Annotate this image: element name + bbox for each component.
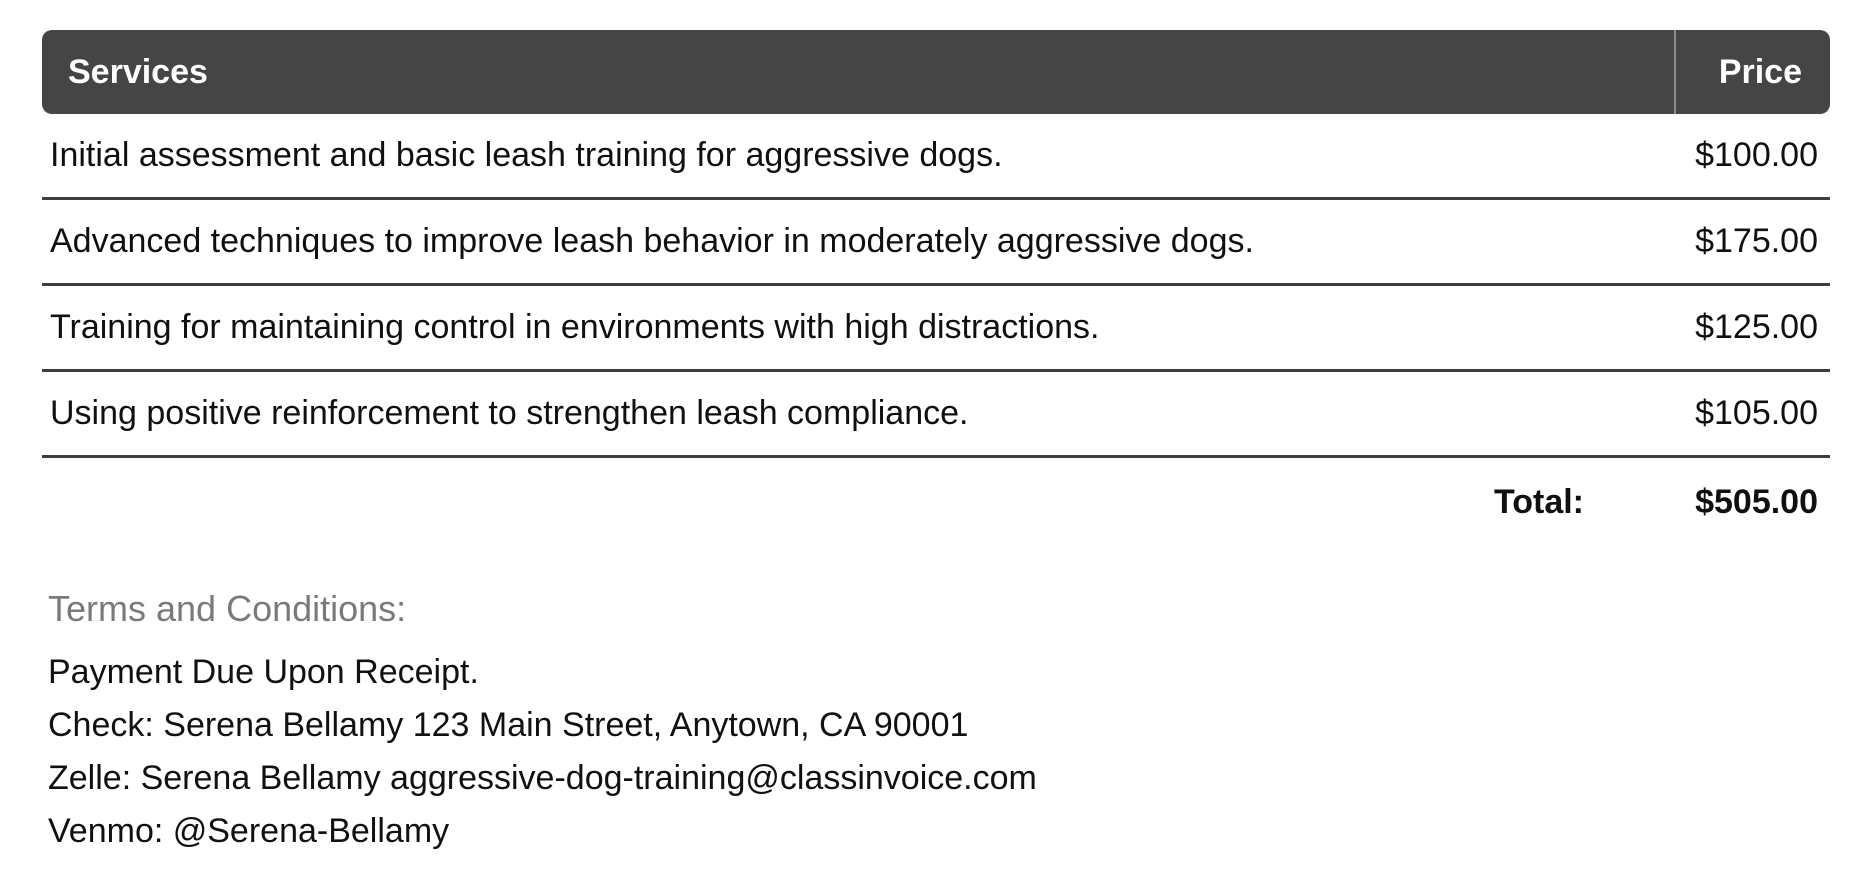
- total-value: $505.00: [1695, 482, 1818, 521]
- services-column-header: Services: [68, 52, 208, 91]
- total-row: [42, 458, 1830, 546]
- table-header-row: [42, 30, 1830, 114]
- service-price: $100.00: [1695, 136, 1818, 174]
- terms-section: [42, 588, 1830, 858]
- terms-line: Venmo: @Serena-Bellamy: [48, 812, 450, 850]
- terms-line: Check: Serena Bellamy 123 Main Street, Anytown, CA 90001: [48, 706, 969, 744]
- service-description: Using positive reinforcement to strengthen leash compliance.: [50, 394, 969, 432]
- price-column-header: Price: [1674, 30, 1830, 114]
- table-row: [42, 114, 1830, 200]
- service-price: $175.00: [1695, 222, 1818, 260]
- terms-lines: [48, 646, 1830, 858]
- table-row: [42, 286, 1830, 372]
- service-description: Initial assessment and basic leash training for aggressive dogs.: [50, 136, 1003, 174]
- table-row: [42, 200, 1830, 286]
- service-price: $105.00: [1695, 394, 1818, 432]
- service-description: Advanced techniques to improve leash behavior in moderately aggressive dogs.: [50, 222, 1254, 260]
- service-price: $125.00: [1695, 308, 1818, 346]
- terms-line: Payment Due Upon Receipt.: [48, 653, 479, 691]
- table-body: [42, 114, 1830, 458]
- services-table: [42, 30, 1830, 546]
- terms-line: Zelle: Serena Bellamy aggressive-dog-training@classinvoice.com: [48, 759, 1037, 797]
- table-row: [42, 372, 1830, 458]
- service-description: Training for maintaining control in environments with high distractions.: [50, 308, 1100, 346]
- terms-heading: Terms and Conditions:: [48, 588, 407, 629]
- total-label: Total:: [1493, 482, 1584, 521]
